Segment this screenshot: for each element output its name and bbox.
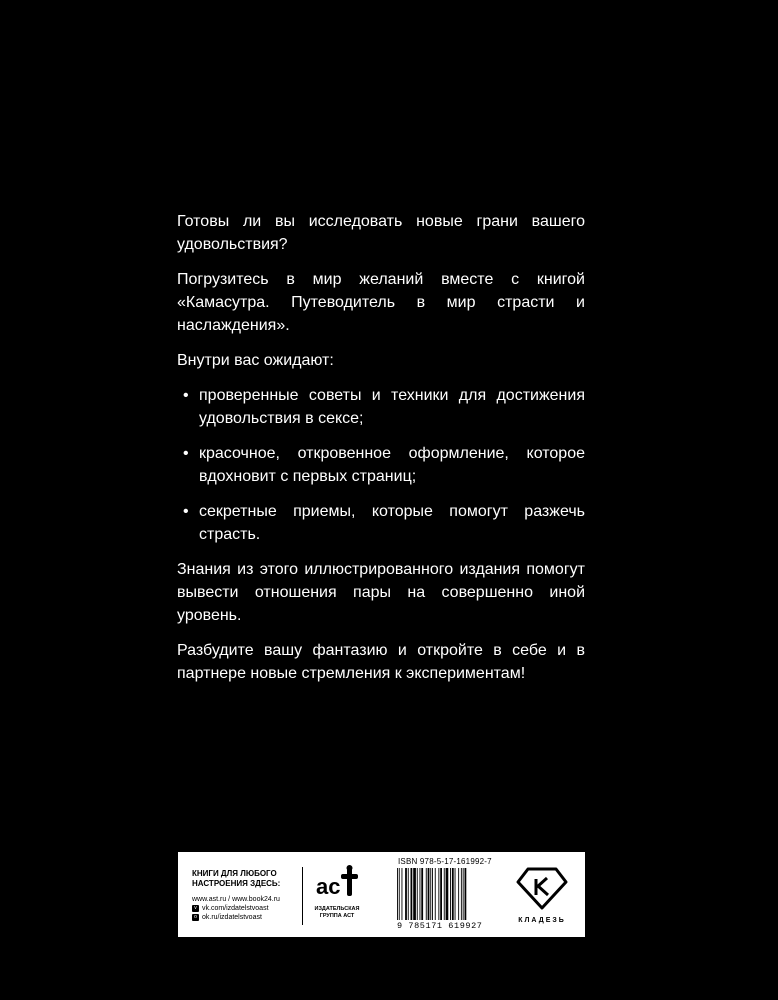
footer-heading [192, 869, 310, 889]
vk-icon: v [192, 905, 199, 912]
ok-icon: o [192, 914, 199, 921]
closing-paragraph: Разбудите вашу фантазию и откройте в себе и в партнере новые стремления к экспериментам! [177, 642, 585, 682]
ast-logo-icon [314, 864, 360, 900]
websites-link[interactable]: www.ast.ru / www.book24.ru [192, 896, 280, 903]
bullet-icon: • [183, 503, 189, 520]
ast-caption [306, 906, 368, 920]
publisher-name: КЛАДЕЗЬ [518, 917, 566, 924]
vk-link-text: vk.com/izdatelstvoast [202, 905, 269, 912]
ok-link[interactable] [192, 913, 310, 922]
footer-heading-line: КНИГИ ДЛЯ ЛЮБОГО [192, 869, 277, 878]
vk-link[interactable] [192, 904, 310, 913]
feature-list [177, 384, 585, 546]
knowledge-paragraph: Знания из этого иллюстрированного издания помогут вывести отношения пары на совершенно иной уровень. [177, 561, 585, 624]
list-item [183, 442, 585, 488]
list-item [183, 384, 585, 430]
footer-heading-line: НАСТРОЕНИЯ ЗДЕСЬ: [192, 879, 281, 888]
bullet-icon: • [183, 387, 189, 404]
diamond-k-icon [516, 866, 568, 910]
ast-caption-line: ГРУППА АСТ [319, 913, 355, 919]
ast-logo [306, 864, 368, 920]
ast-caption-line: ИЗДАТЕЛЬСКАЯ [314, 906, 360, 912]
list-item [183, 500, 585, 546]
bullet-icon: • [183, 445, 189, 462]
list-item-text: проверенные советы и техники для достижения удовольствия в сексе; [199, 387, 585, 427]
barcode-digits: 9 785171 619927 [397, 921, 483, 931]
svg-text:ас: ас [316, 874, 341, 899]
list-item-text: секретные приемы, которые помогут разжечь страсть. [199, 503, 585, 543]
footer-panel [178, 852, 585, 937]
ok-link-text: ok.ru/izdatelstvoast [202, 914, 262, 921]
list-item-text: красочное, откровенное оформление, которое вдохновит с первых страниц; [199, 445, 585, 485]
intro-paragraph: Готовы ли вы исследовать новые грани вашего удовольствия? [177, 213, 585, 253]
footer-links [192, 869, 310, 922]
isbn-label: ISBN 978-5-17-161992-7 [398, 857, 492, 866]
footer-divider [302, 867, 303, 925]
inside-heading: Внутри вас ожидают: [177, 352, 334, 369]
back-cover-text [177, 210, 585, 697]
publisher-logo [512, 866, 572, 924]
barcode-icon [397, 868, 493, 922]
invite-paragraph: Погрузитесь в мир желаний вместе с книгой «Камасутра. Путеводитель в мир страсти и наслаждения». [177, 271, 585, 334]
